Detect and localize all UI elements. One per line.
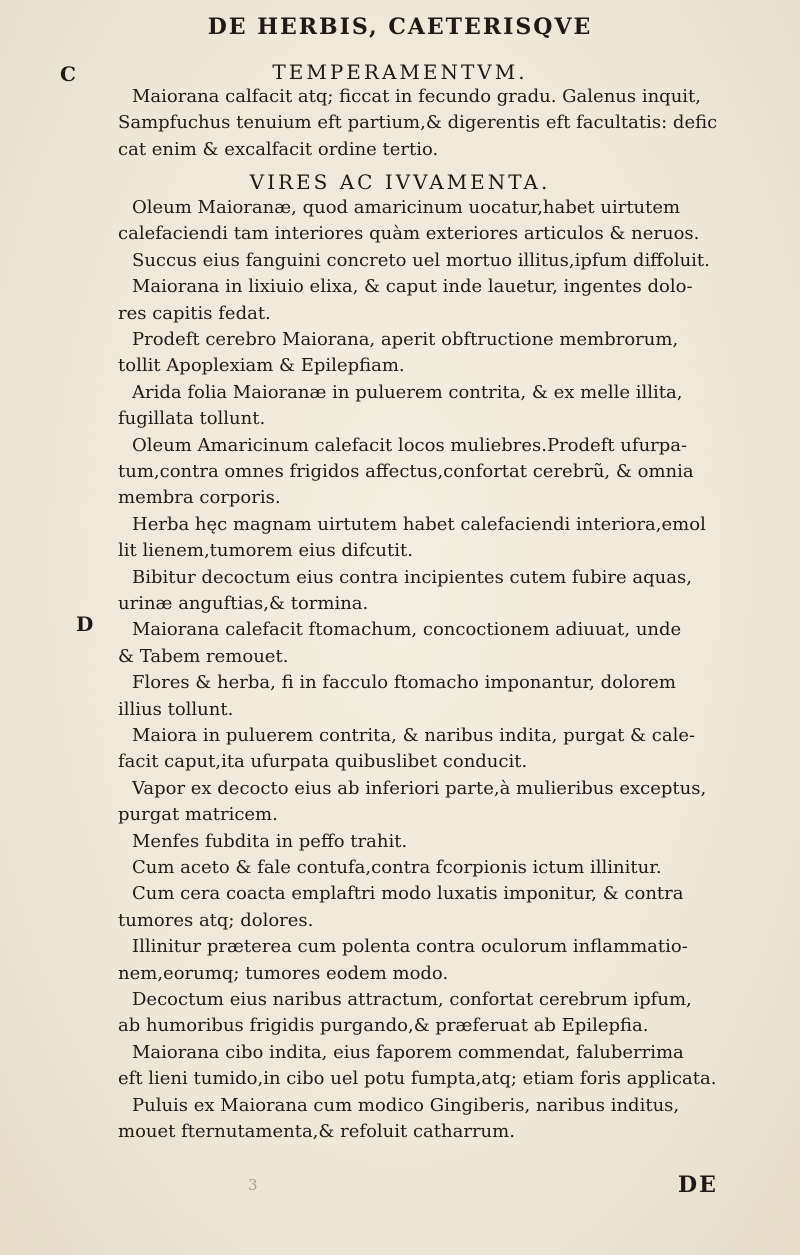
- text-line: Cum aceto & fale contufa,contra fcorpionis ictum illinitur.: [132, 857, 662, 878]
- margin-letter-c: C: [60, 62, 76, 86]
- margin-letter-d: D: [76, 612, 94, 636]
- text-line: res capitis fedat.: [118, 302, 271, 324]
- text-line: Illinitur præterea cum polenta contra oculorum inflammatio-: [132, 936, 688, 958]
- text-line: Prodeft cerebro Maiorana, aperit obftructione membrorum,: [132, 329, 679, 350]
- text-line: Maiorana in lixiuio elixa, & caput inde lauetur, ingentes dolo-: [132, 276, 693, 298]
- catchword: DE: [678, 1172, 718, 1198]
- signature-mark: 3: [248, 1176, 258, 1194]
- text-line: Vapor ex decocto eius ab inferiori parte,à mulieribus exceptus,: [132, 777, 707, 799]
- text-line: tollit Apoplexiam & Epilepfiam.: [118, 355, 405, 377]
- text-line: facit caput,ita ufurpata quibuslibet conducit.: [118, 751, 528, 773]
- text-line: nem,eorumq; tumores eodem modo.: [118, 962, 449, 984]
- text-line: Decoctum eius naribus attractum, confortat cerebrum ipfum,: [132, 989, 692, 1010]
- text-line: cat enim & excalfacit ordine tertio.: [118, 138, 439, 160]
- text-line: Sampfuchus tenuium eft partium,& digerentis eft facultatis: defic: [118, 112, 718, 134]
- text-line: membra corporis.: [118, 487, 281, 509]
- text-line: illius tollunt.: [118, 698, 234, 720]
- text-line: Succus eius fanguini concreto uel mortuo illitus,ipfum diffoluit.: [132, 249, 710, 271]
- text-line: Puluis ex Maiorana cum modico Gingiberis, naribus inditus,: [132, 1094, 680, 1116]
- text-line: Maiorana cibo indita, eius faporem commendat, faluberrima: [132, 1041, 684, 1063]
- text-line: Maiora in puluerem contrita, & naribus indita, purgat & cale-: [132, 725, 696, 746]
- text-line: urinæ anguftias,& tormina.: [118, 593, 369, 614]
- section-title-vires: VIRES AC IVVAMENTA.: [249, 170, 551, 194]
- text-line: Flores & herba, fi in facculo ftomacho imponantur, dolorem: [132, 672, 676, 694]
- running-head: DE HERBIS, CAETERISQVE: [207, 14, 593, 40]
- text-line: Arida folia Maioranæ in puluerem contrita, & ex melle illita,: [132, 381, 683, 403]
- text-line: eft lieni tumido,in cibo uel potu fumpta,atq; etiam foris applicata.: [118, 1068, 717, 1090]
- text-line: Oleum Maioranæ, quod amaricinum uocatur,habet uirtutem: [132, 197, 681, 218]
- text-line: lit lienem,tumorem eius difcutit.: [118, 540, 413, 562]
- text-line: calefaciendi tam interiores quàm exteriores articulos & neruos.: [118, 223, 700, 245]
- text-line: fugillata tollunt.: [118, 408, 266, 430]
- text-line: Cum cera coacta emplaftri modo luxatis imponitur, & contra: [132, 883, 684, 905]
- section-title-temperamentum: TEMPERAMENTVM.: [272, 60, 528, 84]
- text-line: mouet fternutamenta,& refoluit catharrum.: [118, 1121, 515, 1142]
- text-line: Oleum Amaricinum calefacit locos muliebres.Prodeft ufurpa-: [132, 434, 688, 456]
- text-line: Bibitur decoctum eius contra incipientes cutem fubire aquas,: [132, 566, 692, 588]
- text-line: tum,contra omnes frigidos affectus,confortat cerebrũ, & omnia: [118, 461, 694, 482]
- text-line: tumores atq; dolores.: [118, 909, 314, 931]
- text-line: ab humoribus frigidis purgando,& præferuat ab Epilepfia.: [118, 1015, 649, 1037]
- text-line: Maiorana calefacit ftomachum, concoctionem adiuuat, unde: [132, 619, 682, 641]
- text-line: & Tabem remouet.: [118, 645, 289, 667]
- text-line: Herba hęc magnam uirtutem habet calefaciendi interiora,emol: [132, 513, 706, 535]
- text-line: Maiorana calfacit atq; ficcat in fecundo gradu. Galenus inquit,: [132, 86, 702, 107]
- text-line: Menfes fubdita in peffo trahit.: [132, 830, 408, 852]
- text-line: purgat matricem.: [118, 804, 278, 826]
